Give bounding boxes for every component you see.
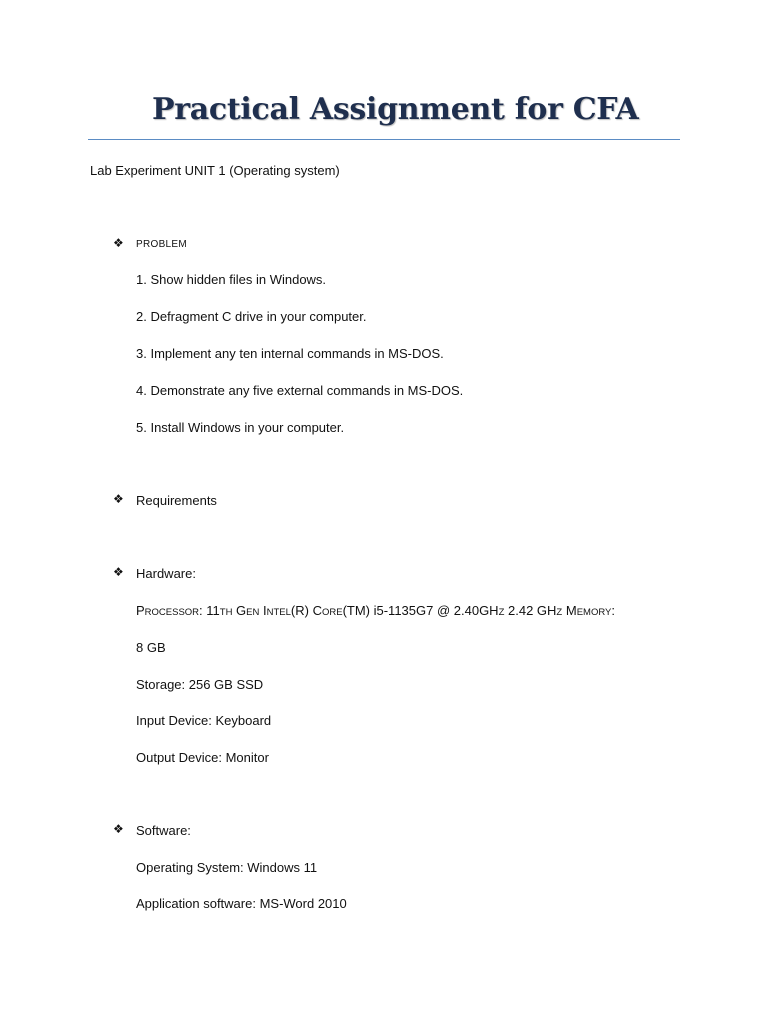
memory-value: 8 GB — [136, 640, 166, 655]
bullet-diamond-icon: ❖ — [113, 236, 124, 250]
bullet-diamond-icon: ❖ — [113, 565, 124, 579]
subtitle: Lab Experiment UNIT 1 (Operating system) — [90, 163, 340, 178]
processor-line: PROCESSOR: 11TH GEN INTEL(R) CORE(TM) i5-1135G7 @ 2.40GHZ 2.42 GHZ MEMORY: — [136, 603, 615, 618]
bullet-diamond-icon: ❖ — [113, 822, 124, 836]
software-heading: Software: — [136, 823, 191, 838]
problem-item: 5. Install Windows in your computer. — [136, 420, 345, 435]
problem-item: 1. Show hidden files in Windows. — [136, 272, 327, 287]
page-title: Practical Assignment for CFA — [152, 92, 639, 127]
problem-item: 2. Defragment C drive in your computer. — [136, 309, 367, 324]
bullet-diamond-icon: ❖ — [113, 492, 124, 506]
application-software-line: Application software: MS-Word 2010 — [136, 896, 347, 911]
requirements-heading: Requirements — [136, 493, 217, 508]
problem-item: 4. Demonstrate any five external commands in MS-DOS. — [136, 383, 464, 398]
input-device-line: Input Device: Keyboard — [136, 713, 272, 728]
problem-item: 3. Implement any ten internal commands in MS-DOS. — [136, 346, 444, 361]
problem-heading: PROBLEM — [136, 239, 188, 250]
hardware-heading: Hardware: — [136, 566, 196, 581]
storage-line: Storage: 256 GB SSD — [136, 677, 264, 692]
output-device-line: Output Device: Monitor — [136, 750, 269, 765]
operating-system-line: Operating System: Windows 11 — [136, 860, 318, 875]
title-divider — [88, 139, 680, 140]
